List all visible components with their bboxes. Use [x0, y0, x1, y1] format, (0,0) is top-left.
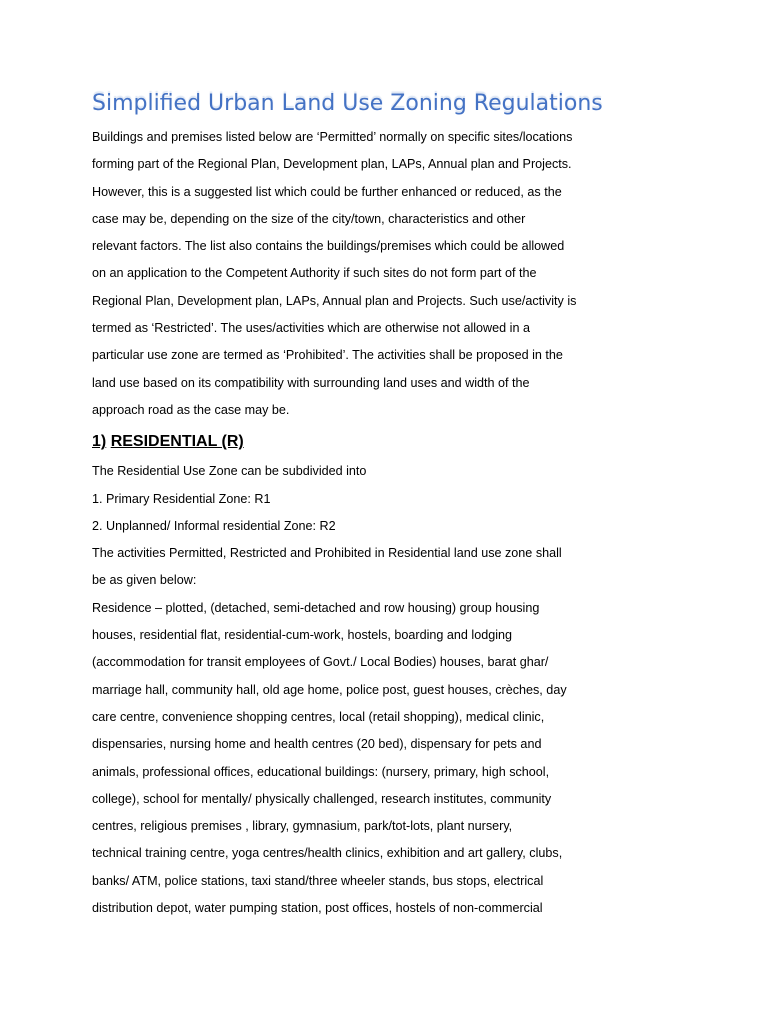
section-title: RESIDENTIAL (R)	[110, 433, 244, 451]
intro-line: relevant factors. The list also contains the buildings/premises which could be allowed	[92, 239, 565, 254]
document-page	[92, 84, 602, 922]
residence-line: banks/ ATM, police stations, taxi stand/three wheeler stands, bus stops, electrical	[92, 873, 544, 888]
intro-line: land use based on its compatibility with surrounding land uses and width of the	[92, 375, 530, 390]
residence-line: dispensaries, nursing home and health centres (20 bed), dispensary for pets and	[92, 737, 542, 752]
intro-line: Buildings and premises listed below are ‘Permitted’ normally on specific sites/locations	[92, 130, 573, 144]
residence-line: college), school for mentally/ physically challenged, research institutes, community	[92, 791, 552, 806]
residence-line: houses, residential flat, residential-cum-work, hostels, boarding and lodging	[92, 628, 513, 643]
document-title: Simplified Urban Land Use Zoning Regulations	[92, 91, 603, 116]
activities-line: The activities Permitted, Restricted and Prohibited in Residential land use zone shall	[92, 546, 562, 561]
intro-line: case may be, depending on the size of the city/town, characteristics and other	[92, 211, 526, 226]
intro-line: on an application to the Competent Authority if such sites do not form part of the	[92, 266, 537, 281]
zone-item-r2: 2. Unplanned/ Informal residential Zone: R2	[92, 518, 336, 533]
intro-paragraph	[92, 124, 602, 424]
activities-line: be as given below:	[92, 573, 197, 588]
intro-line: forming part of the Regional Plan, Development plan, LAPs, Annual plan and Projects.	[92, 157, 572, 172]
residence-line: centres, religious premises , library, gymnasium, park/tot-lots, plant nursery,	[92, 819, 513, 834]
residence-line: marriage hall, community hall, old age home, police post, guest houses, crèches, day	[92, 682, 567, 697]
residence-line: Residence – plotted, (detached, semi-detached and row housing) group housing	[92, 600, 540, 615]
intro-line: particular use zone are termed as ‘Prohibited’. The activities shall be proposed in the	[92, 348, 563, 363]
intro-line: termed as ‘Restricted’. The uses/activities which are otherwise not allowed in a	[92, 321, 530, 336]
residence-line: (accommodation for transit employees of Govt./ Local Bodies) houses, barat ghar/	[92, 655, 549, 670]
section-number: 1)	[92, 433, 107, 451]
residence-line: care centre, convenience shopping centres, local (retail shopping), medical clinic,	[92, 709, 545, 724]
intro-line: However, this is a suggested list which could be further enhanced or reduced, as the	[92, 184, 562, 199]
intro-line: approach road as the case may be.	[92, 402, 290, 417]
intro-line: Regional Plan, Development plan, LAPs, Annual plan and Projects. Such use/activity is	[92, 293, 577, 308]
activities-paragraph	[92, 540, 602, 595]
residence-line: technical training centre, yoga centres/health clinics, exhibition and art gallery, clubs,	[92, 846, 563, 861]
subdivided-intro: The Residential Use Zone can be subdivided into	[92, 464, 367, 479]
residence-line: animals, professional offices, educational buildings: (nursery, primary, high school,	[92, 764, 550, 779]
residence-line: distribution depot, water pumping station, post offices, hostels of non-commercial	[92, 901, 543, 916]
residence-paragraph	[92, 595, 602, 923]
section-heading-residential	[92, 428, 602, 456]
zone-item-r1: 1. Primary Residential Zone: R1	[92, 491, 271, 506]
